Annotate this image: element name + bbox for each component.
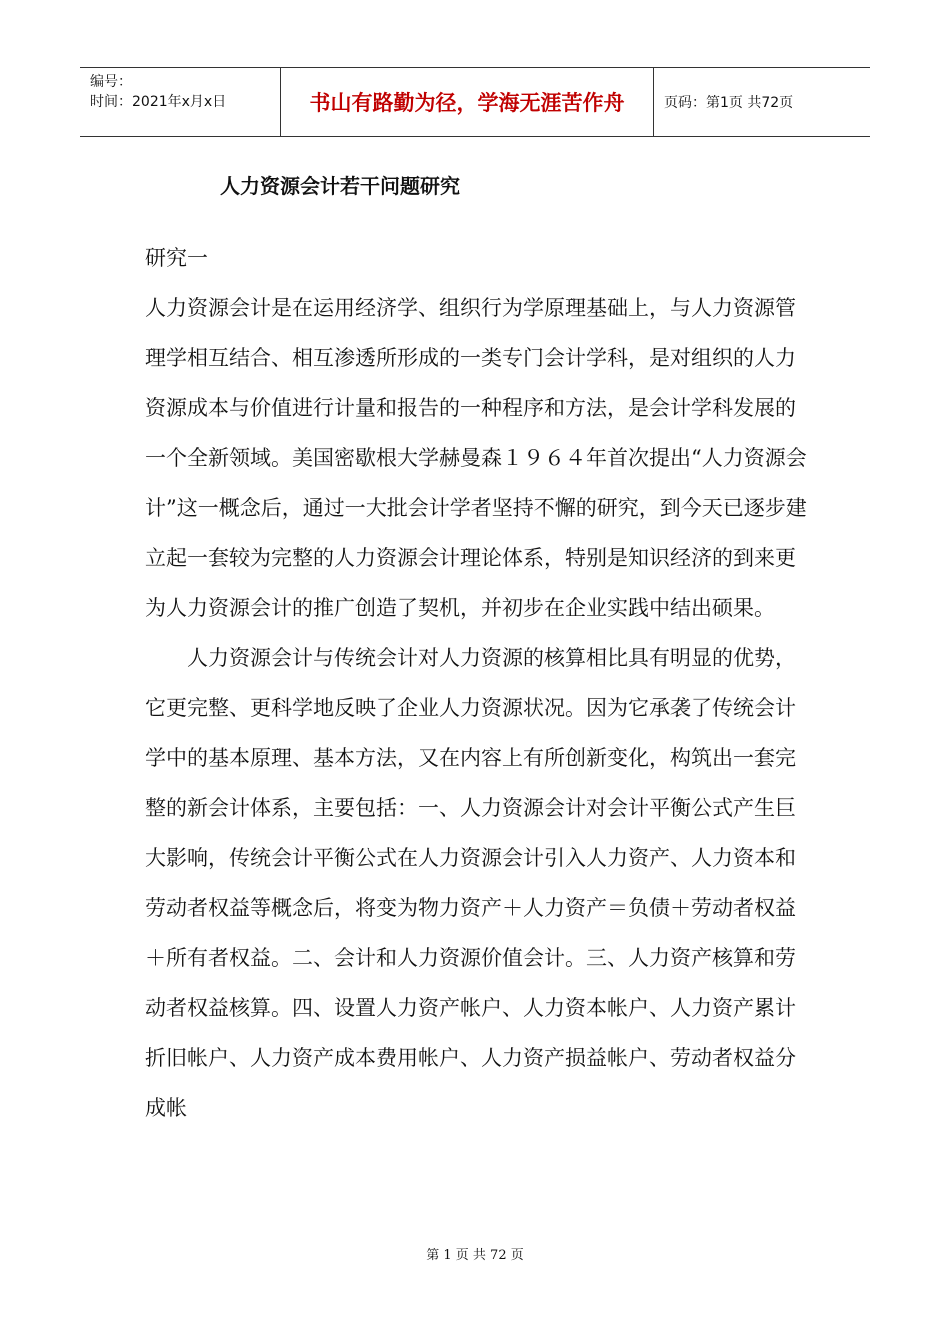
paragraph: 人力资源会计与传统会计对人力资源的核算相比具有明显的优势，它更完整、更科学地反映了企业人力资源状况。因为它承袭了传统会计学中的基本原理、基本方法，又在内容上有所创新变化，构筑出一套完整的新会计体系，主要包括：一、人力资源会计对会计平衡公式产生巨大影响，传统会计平衡公式在人力资源会计引入人力资产、人力资本和劳动者权益等概念后，将变为物力资产＋人力资产＝负债＋劳动者权益＋所有者权益。二、会计和人力资源价值会计。三、人力资产核算和劳动者权益核算。四、设置人力资产帐户、人力资本帐户、人力资产累计折旧帐户、人力资产成本费用帐户、人力资产损益帐户、劳动者权益分成帐 (145, 646, 796, 1120)
header-meta (80, 68, 281, 136)
header-motto: 书山有路勤为径，学海无涯苦作舟 (281, 68, 654, 136)
page-footer: 第 1 页 共 72 页 (426, 1248, 524, 1263)
header-page-info: 页码：第1页 共72页 (664, 95, 794, 111)
paragraph: 人力资源会计是在运用经济学、组织行为学原理基础上，与人力资源管理学相互结合、相互渗透所形成的一类专门会计学科，是对组织的人力资源成本与价值进行计量和报告的一种程序和方法，是会计学科发展的一个全新领域。美国密歇根大学赫曼森１９６４年首次提出“人力资源会计”这一概念后，通过一大批会计学者坚持不懈的研究，到今天已逐步建立起一套较为完整的人力资源会计理论体系，特别是知识经济的到来更为人力资源会计的推广创造了契机，并初步在企业实践中结出硕果。 (145, 296, 807, 620)
number-label: 编号： (90, 74, 132, 90)
section-heading: 研究一 (145, 246, 208, 270)
document-title: 人力资源会计若干问题研究 (220, 174, 460, 198)
date-line: 时间：2021年x月x日 (90, 94, 227, 110)
document-body (145, 233, 813, 1133)
page-header (80, 67, 870, 137)
